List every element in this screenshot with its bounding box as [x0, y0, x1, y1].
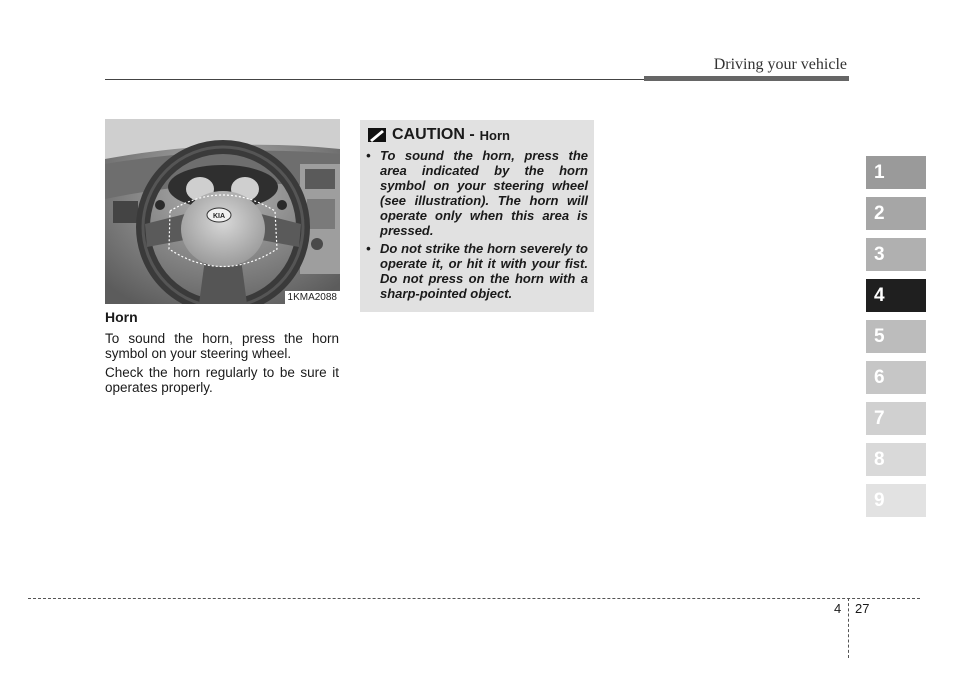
figure-code: 1KMA2088: [285, 291, 340, 304]
section-title: Driving your vehicle: [713, 56, 847, 73]
footer-divider: [848, 598, 849, 658]
horn-paragraph-1: To sound the horn, press the horn symbol on your steering wheel.: [105, 331, 339, 361]
chapter-tab-8[interactable]: 8: [866, 443, 926, 476]
chapter-tabs: [866, 156, 926, 525]
caution-bullet-text: Do not strike the horn severely to operate it, or hit it with your fist. Do not press on the horn with a sharp-pointed object.: [380, 241, 588, 301]
horn-heading: Horn: [105, 309, 138, 325]
caution-bullet: [366, 148, 588, 238]
caution-subtitle: Horn: [479, 127, 510, 143]
caution-box: [360, 120, 594, 312]
caution-bullet-text: To sound the horn, press the area indicated by the horn symbol on your steering wheel (see illustration). The horn will operate only when this area is pressed.: [380, 148, 588, 238]
chapter-tab-6[interactable]: 6: [866, 361, 926, 394]
footer-chapter-number: 4: [834, 601, 842, 616]
chapter-tab-2[interactable]: 2: [866, 197, 926, 230]
chapter-tab-3[interactable]: 3: [866, 238, 926, 271]
footer-rule: [28, 598, 920, 599]
chapter-tab-5[interactable]: 5: [866, 320, 926, 353]
bullet-dot: •: [366, 241, 371, 256]
bullet-dot: •: [366, 148, 371, 163]
caution-title: [368, 126, 510, 144]
chapter-tab-4[interactable]: 4: [866, 279, 926, 312]
pencil-icon: [368, 128, 386, 142]
chapter-tab-7[interactable]: 7: [866, 402, 926, 435]
caution-label: CAUTION -: [392, 126, 475, 143]
header-rule-accent: [644, 76, 849, 81]
footer-page-number: 27: [855, 601, 870, 616]
chapter-tab-1[interactable]: 1: [866, 156, 926, 189]
horn-paragraph-2: Check the horn regularly to be sure it operates properly.: [105, 365, 339, 395]
kia-logo: KIA: [212, 213, 226, 220]
steering-wheel-photo: [105, 119, 340, 304]
chapter-tab-9[interactable]: 9: [866, 484, 926, 517]
caution-bullet: [366, 241, 588, 301]
